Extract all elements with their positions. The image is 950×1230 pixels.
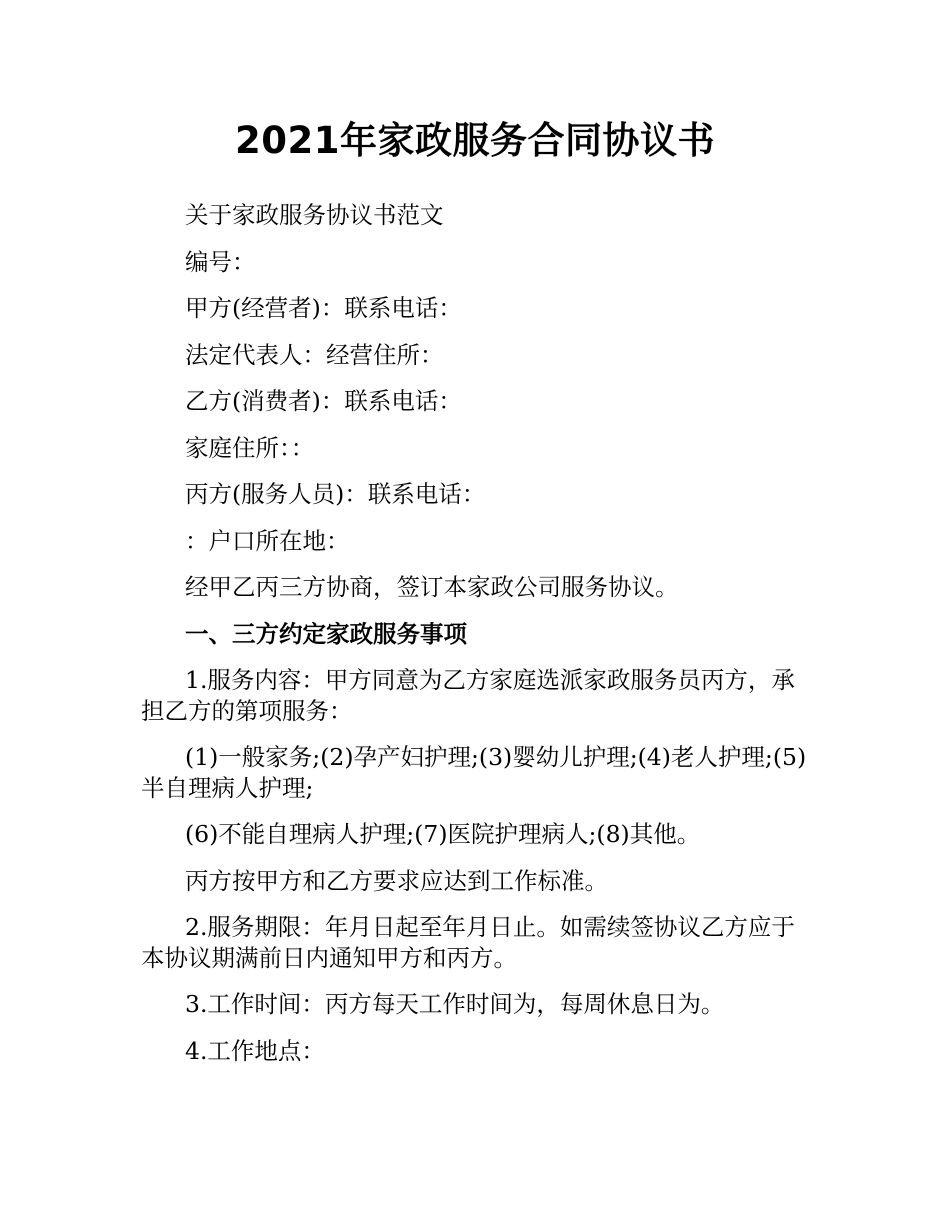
paragraph-service-items-2: (6)不能自理病人护理;(7)医院护理病人;(8)其他。 xyxy=(185,820,701,848)
paragraph-work-standard: 丙方按甲方和乙方要求应达到工作标准。 xyxy=(185,866,608,895)
paragraph-legal-representative: 法定代表人：经营住所： xyxy=(185,340,444,369)
paragraph-agreement-intro: 经甲乙丙三方协商，签订本家政公司服务协议。 xyxy=(185,573,679,601)
paragraph-number: 编号： xyxy=(185,247,256,276)
paragraph-subtitle: 关于家政服务协议书范文 xyxy=(185,201,444,229)
paragraph-home-address: 家庭住所：： xyxy=(185,433,315,462)
paragraph-party-c: 丙方(服务人员)：联系电话： xyxy=(185,480,486,508)
paragraph-service-content: 1.服务内容：甲方同意为乙方家庭选派家政服务员丙方，承担乙方的第项服务： xyxy=(141,666,795,725)
section-heading: 一、三方约定家政服务事项 xyxy=(185,619,467,648)
paragraph-work-hours: 3.工作时间：丙方每天工作时间为，每周休息日为。 xyxy=(185,990,725,1018)
document-body xyxy=(141,200,811,1082)
paragraph-party-b: 乙方(消费者)：联系电话： xyxy=(185,387,462,415)
document-title: 2021年家政服务合同协议书 xyxy=(235,119,715,162)
paragraph-work-location: 4.工作地点： xyxy=(185,1036,325,1065)
paragraph-household-registration: ：户口所在地： xyxy=(185,526,350,555)
paragraph-service-term: 2.服务期限：年月日起至年月日止。如需续签协议乙方应于本协议期满前日内通知甲方和丙方。 xyxy=(141,913,795,972)
paragraph-service-items-1: (1)一般家务;(2)孕产妇护理;(3)婴幼儿护理;(4)老人护理;(5)半自理病人护理; xyxy=(141,743,807,802)
paragraph-party-a: 甲方(经营者)：联系电话： xyxy=(185,294,462,322)
